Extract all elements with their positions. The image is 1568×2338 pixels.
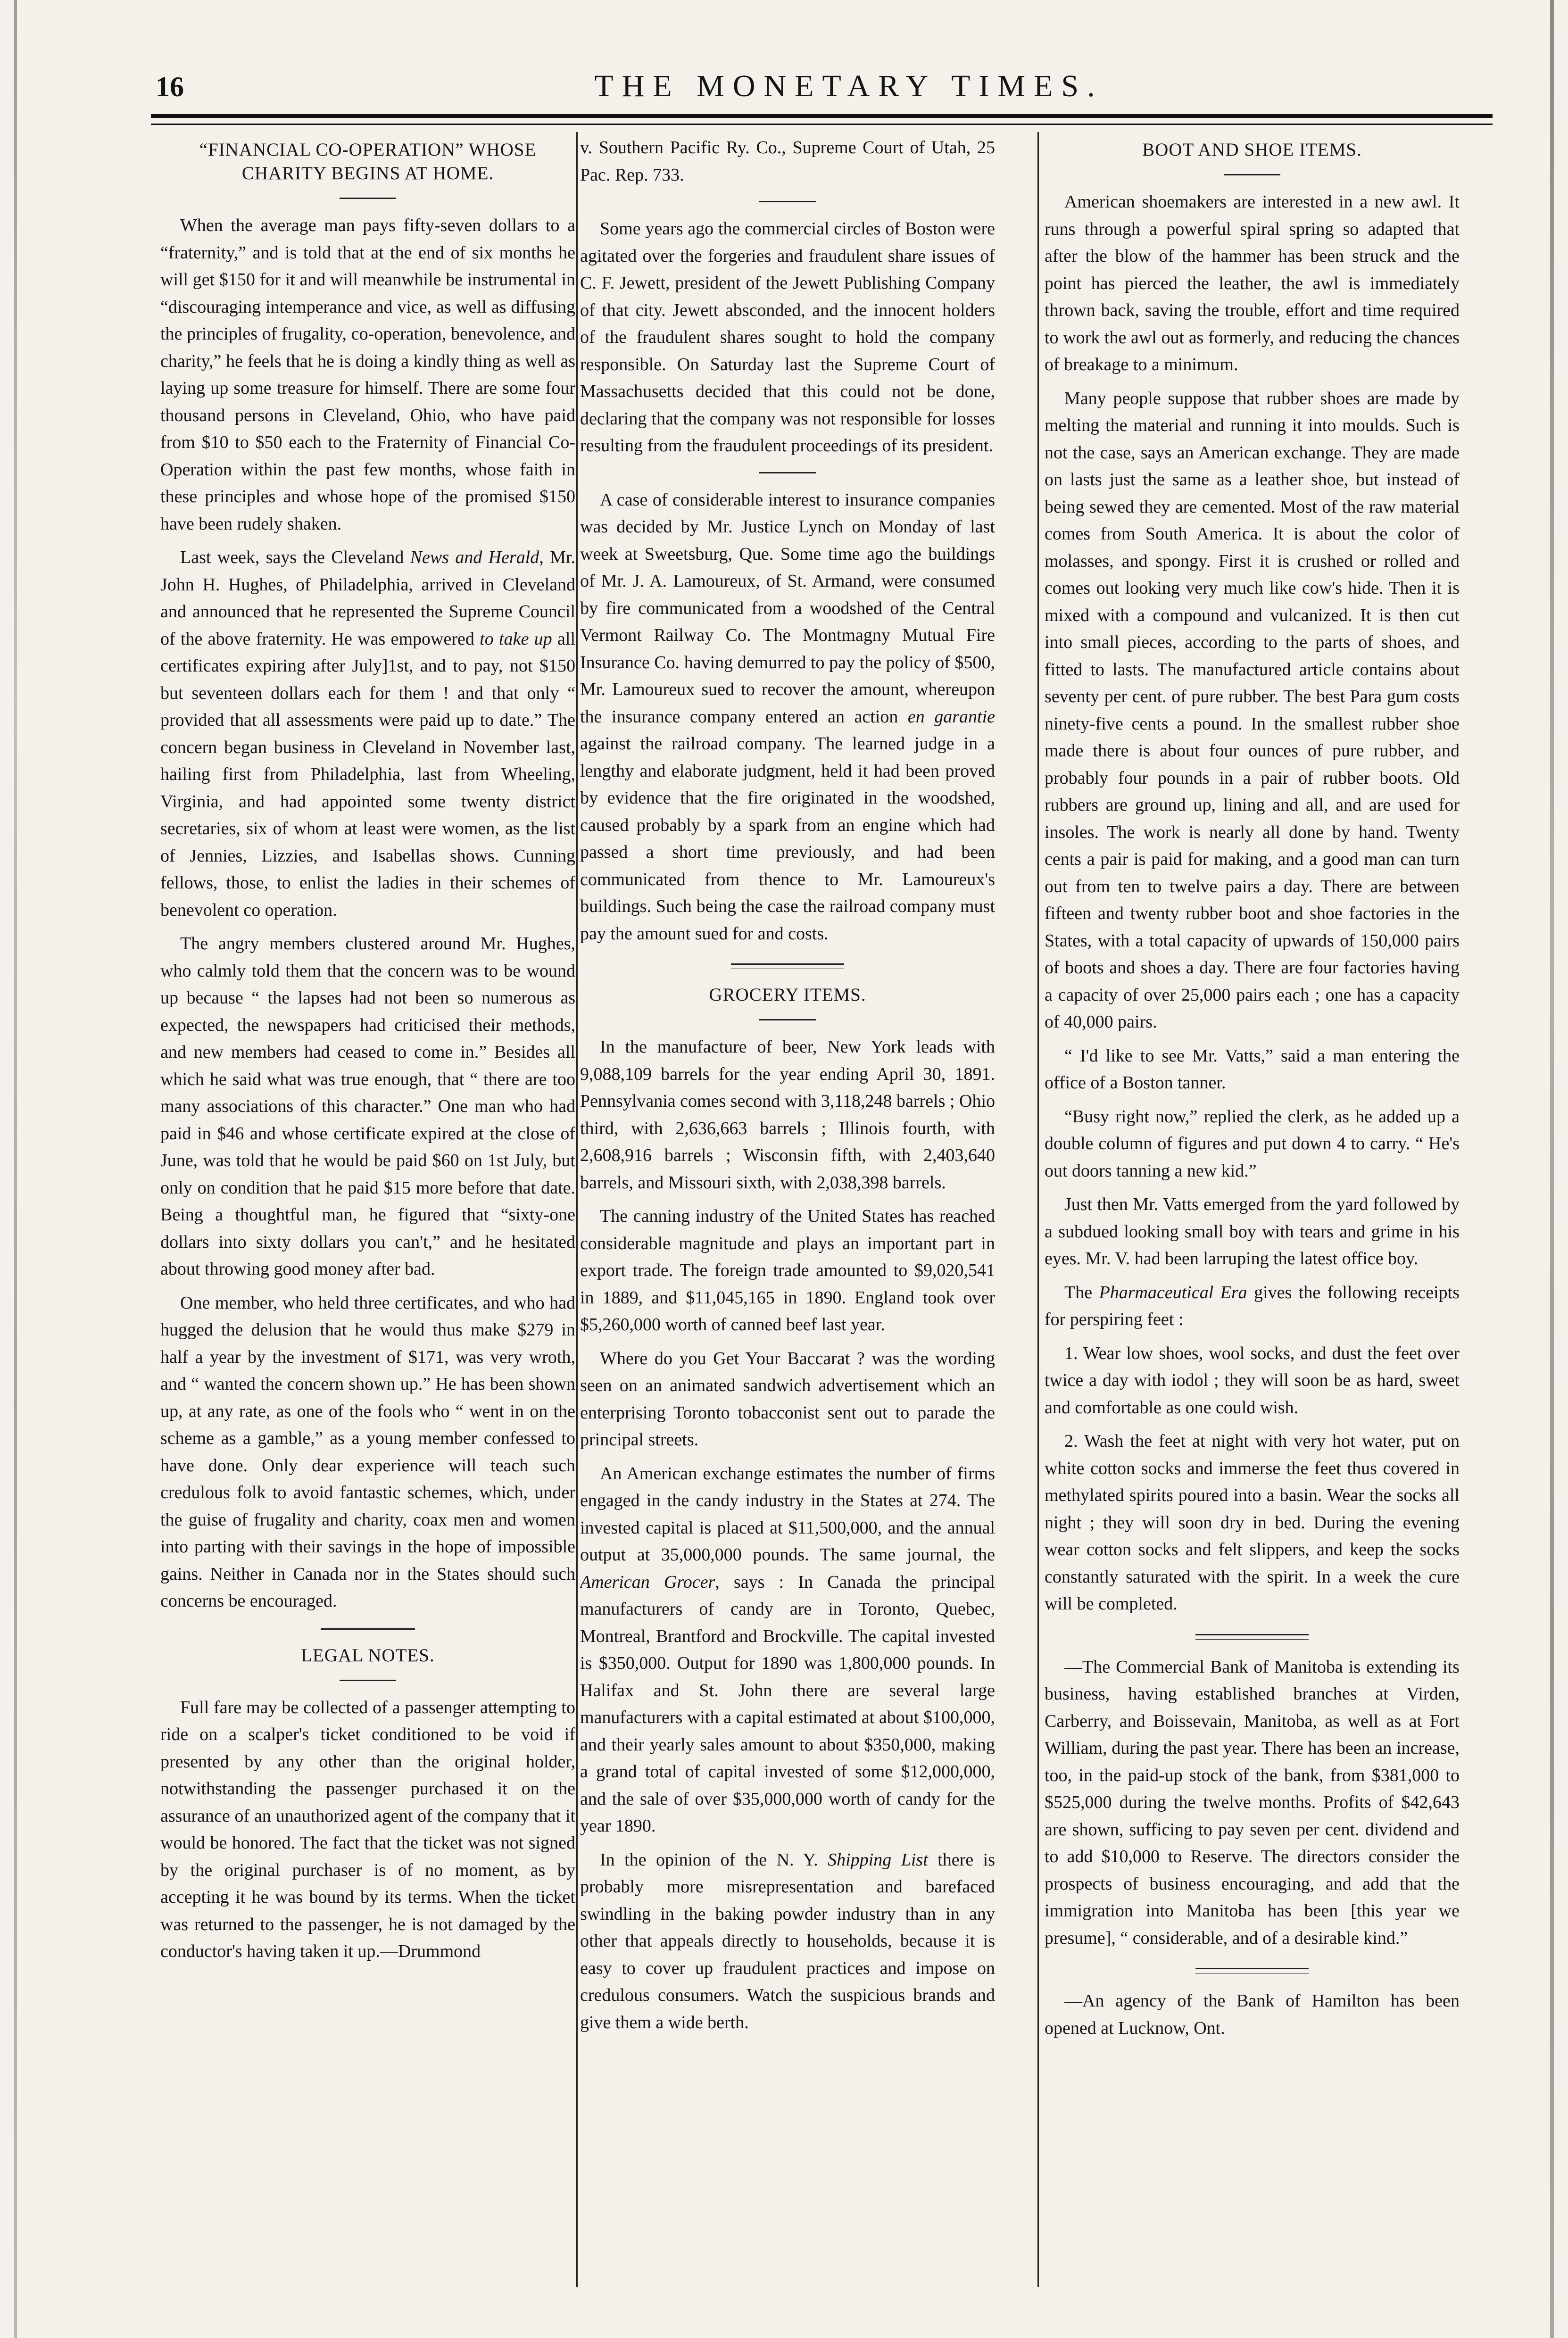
column-divider [576,132,578,2287]
scan-edge-right [1550,0,1554,2338]
article-paragraph: In the opinion of the N. Y. Shipping List there is probably more misrepresentation and barefaced swindling in the baking powder industry than in any other that appeals directly to households, because it is easy to cover up fraudulent practices and impose on credulous consumers. Watch the suspicious brands and give them a wide berth. [580,1849,995,2032]
article-paragraph: Where do you Get Your Baccarat ? was the wording seen on an animated sandwich advertisement which an enterprising Toronto tobacconist sent out to parade the principal streets. [580,1348,995,1450]
column-left [160,134,575,2285]
article-paragraph: An American exchange estimates the number of firms engaged in the candy industry in the States at 274. The invested capital is placed at $11,500,000, and the annual output at 35,000,000 pounds. The same journal, the American Grocer, says : In Canada the principal manufacturers of candy are in Toronto, Quebec, Montreal, Brantford and Brockville. The capital invested is $350,000. Output for 1890 was 1,800,000 pounds. In Halifax and St. John there are several large manufacturers with a capital estimated at about $100,000, and their yearly sales amount to about $350,000, making a grand total of capital invested of some $12,000,000, and the sale of over $35,000,000 worth of candy for the year 1890. [580,1463,995,1836]
article-paragraph: “ I'd like to see Mr. Vatts,” said a man entering the office of a Boston tanner. [1045,1045,1460,1093]
article-paragraph: When the average man pays fifty-seven dollars to a “fraternity,” and is told that at the end of six months he will get $150 for it and will meanwhile be instrumental in “discouraging intemperance and vice, as well as diffusing the principles of frugality, co-operation, benevolence, and charity,” he feels that he is doing a kindly thing as well as laying up some treasure for himself. There are some four thousand persons in Cleveland, Ohio, who have paid from $10 to $50 each to the Fraternity of Financial Co-Operation within the past few months, whose faith in these principles and whose hope of the promised $150 have been rudely shaken. [160,216,575,534]
article-paragraph: The canning industry of the United States has reached considerable magnitude and plays an important part in export trade. The foreign trade amounted to $9,020,541 in 1889, and $11,045,165 in 1890. England took over $5,260,000 worth of canned beef last year. [580,1206,995,1335]
column-middle [580,134,995,2285]
masthead-title: THE MONETARY TIMES. [594,69,1103,103]
article-paragraph: One member, who held three certificates, and who had hugged the delusion that he would thus make $279 in half a year by the investment of $171, was very wroth, and “ wanted the concern shown up.” He has been shown up, at any rate, as one of the fools who “ went in on the scheme as a gamble,” as a young member confessed to have done. Only dear experience will teach such credulous folk to avoid fantastic schemes, which, under the guise of frugality and charity, coax men and women into parting with their savings in the hope of impossible gains. Neither in Canada nor in the States should such concerns be encouraged. [160,1293,575,1611]
article-paragraph: The angry members clustered around Mr. Hughes, who calmly told them that the concern was to be wound up because “ the lapses had not been so numerous as expected, the newspapers had criticised their methods, and new members had ceased to come in.” Besides all which he said what was true enough, that “ there are too many associations of this character.” One man who had paid in $46 and whose certificate expired at the close of June, was told that he would be paid $60 on 1st July, but only on condition that he paid $15 more before that date. Being a thoughtful man, he figured that “sixty-one dollars into sixty dollars you can't,” and he hesitated about throwing good money after bad. [160,934,575,1279]
heading-rule [1224,174,1280,175]
section-heading-grocery-items: GROCERY ITEMS. [709,985,866,1005]
article-paragraph: In the manufacture of beer, New York leads with 9,088,109 barrels for the year ending April 30, 1891. Pennsylvania comes second with 3,118,248 barrels ; Ohio third, with 2,636,663 barrels ; Illinois fourth, with 2,608,916 barrels ; Wisconsin fifth, with 2,403,640 barrels, and Missouri sixth, with 2,038,398 barrels. [580,1037,995,1193]
article-paragraph: —An agency of the Bank of Hamilton has been opened at Lucknow, Ont. [1045,1991,1460,2038]
header-rule-thick [151,114,1493,118]
scan-edge-left [14,0,17,2338]
article-heading-financial-cooperation: “FINANCIAL CO-OPERATION” WHOSE CHARITY BEGINS AT HOME. [199,140,537,183]
section-heading-boot-and-shoe: BOOT AND SHOE ITEMS. [1142,140,1362,160]
item-rule [759,472,816,473]
article-paragraph: Full fare may be collected of a passenger attempting to ride on a scalper's ticket conditioned to be void if presented by any other than the original holder, notwithstanding the passenger purchased it on the assurance of an unauthorized agent of the company that it would be honored. The fact that the ticket was not signed by the original purchaser is of no moment, as by accepting it he was bound by its terms. When the ticket was returned to the passenger, he is not damaged by the conductor's having taken it up.—Drummond [160,1697,575,1961]
article-paragraph: A case of considerable interest to insurance companies was decided by Mr. Justice Lynch on Monday of last week at Sweetsburg, Que. Some time ago the buildings of Mr. J. A. Lamoureux, of St. Armand, were consumed by fire communicated from a woodshed of the Central Vermont Railway Co. The Montmagny Mutual Fire Insurance Co. having demurred to pay the policy of $500, Mr. Lamoureux sued to recover the amount, whereupon the insurance company entered an action en garantie against the railroad company. The learned judge in a lengthy and elaborate judgment, held it had been proved by evidence that the fire originated in the woodshed, caused probably by a spark from an engine which had passed a short time previously, and had been communicated from thence to Mr. Lamoureux's buildings. Such being the case the railroad company must pay the amount sued for and costs. [580,489,995,944]
article-paragraph: Just then Mr. Vatts emerged from the yard followed by a subdued looking small boy with tears and grime in his eyes. Mr. V. had been larruping the latest office boy. [1045,1194,1460,1268]
column-divider [1037,132,1039,2287]
heading-rule [340,198,396,199]
header-rule-thin [151,124,1493,125]
article-paragraph: Some years ago the commercial circles of Boston were agitated over the forgeries and fraudulent share issues of C. F. Jewett, president of the Jewett Publishing Company of that city. Jewett absconded, and the innocent holders of the fraudulent shares sought to hold the company responsible. On Saturday last the Supreme Court of Massachusetts decided that this could not be done, declaring that the company was not responsible for losses resulting from the fraudulent proceedings of its president. [580,219,995,456]
heading-rule [759,1019,816,1020]
item-rule [759,201,816,202]
article-paragraph: 2. Wash the feet at night with very hot water, put on white cotton socks and immerse the feet thus covered in methylated spirits poured into a basin. Wear the socks all night ; they will soon dry in bed. During the evening wear cotton socks and felt slippers, and keep the socks constantly saturated with the spirit. In a week the cure will be completed. [1045,1431,1460,1614]
page-number: 16 [156,71,184,102]
article-paragraph: The Pharmaceutical Era gives the following receipts for perspiring feet : [1045,1282,1460,1329]
section-rule [731,963,844,969]
article-paragraph: Last week, says the Cleveland News and Herald, Mr. John H. Hughes, of Philadelphia, arrived in Cleveland and announced that he represented the Supreme Council of the above fraternity. He was empowered to take up all certificates expiring after July]1st, and to pay, not $150 but seventeen dollars each for them ! and that only “ provided that all assessments were paid up to date.” The concern began business in Cleveland in November last, hailing first from Philadelphia, last from Wheeling, Virginia, and had appointed some twenty district secretaries, six of whom at least were women, as the list of Jennies, Lizzies, and Isabellas shows. Cunning fellows, those, to enlist the ladies in their schemes of benevolent co operation. [160,547,575,920]
column-right [1045,134,1460,2285]
article-paragraph: v. Southern Pacific Ry. Co., Supreme Court of Utah, 25 Pac. Rep. 733. [580,138,995,185]
article-paragraph: Many people suppose that rubber shoes are made by melting the material and running it into moulds. Such is not the case, says an American exchange. They are made on lasts just the same as a leather shoe, but instead of being sewed they are cemented. Most of the raw material comes from South America. It is about the color of molasses, and spongy. First it is crushed or rolled and comes out looking very much like cow's hide. Then it is mixed with a compound and vulcanized. It is then cut into small pieces, according to the parts of shoes, and fitted to lasts. The manufactured article contains about seventy per cent. of pure rubber. The best Para gum costs ninety-five cents a pound. In the smallest rubber shoe made there is about four ounces of pure rubber, and probably four pounds in a pair of rubber boots. Old rubbers are ground up, lining and all, and are used for insoles. The work is nearly all done by hand. Twenty cents a pair is paid for making, and a good man can turn out from ten to twelve pairs a day. There are between fifteen and twenty rubber boot and shoe factories in the States, with a total capacity of upwards of 150,000 pairs of boots and shoes a day. There are four factories having a capacity of over 25,000 pairs each ; one has a capacity of 40,000 pairs. [1045,388,1460,1032]
article-paragraph: American shoemakers are interested in a new awl. It runs through a powerful spiral spring so adapted that after the blow of the hammer has been struck and the point has pierced the leather, the awl is immediately thrown back, saving the trouble, effort and time required to work the awl out as formerly, and reducing the chances of breakage to a minimum. [1045,192,1460,374]
section-rule [1195,1634,1309,1640]
article-paragraph: 1. Wear low shoes, wool socks, and dust the feet over twice a day with iodol ; they will soon be as hard, sweet and comfortable as one could wish. [1045,1343,1460,1418]
article-paragraph: “Busy right now,” replied the clerk, as he added up a double column of figures and put down 4 to carry. “ He's out doors tanning a new kid.” [1045,1106,1460,1181]
section-heading-legal-notes: LEGAL NOTES. [301,1645,435,1666]
article-paragraph: —The Commercial Bank of Manitoba is extending its business, having established branches at Virden, Carberry, and Boissevain, Manitoba, as well as at Fort William, during the past year. There has been an increase, too, in the paid-up stock of the bank, from $381,000 to $525,000 during the twelve months. Profits of $42,643 are shown, sufficing to pay seven per cent. dividend and to add $10,000 to Reserve. The directors consider the prospects of business encouraging, and add that the immigration into Manitoba has been [this year we presume], “ considerable, and of a desirable kind.” [1045,1657,1460,1948]
section-rule [321,1628,415,1630]
heading-rule [340,1680,396,1681]
section-rule [1195,1968,1309,1973]
page-header [0,0,1568,113]
